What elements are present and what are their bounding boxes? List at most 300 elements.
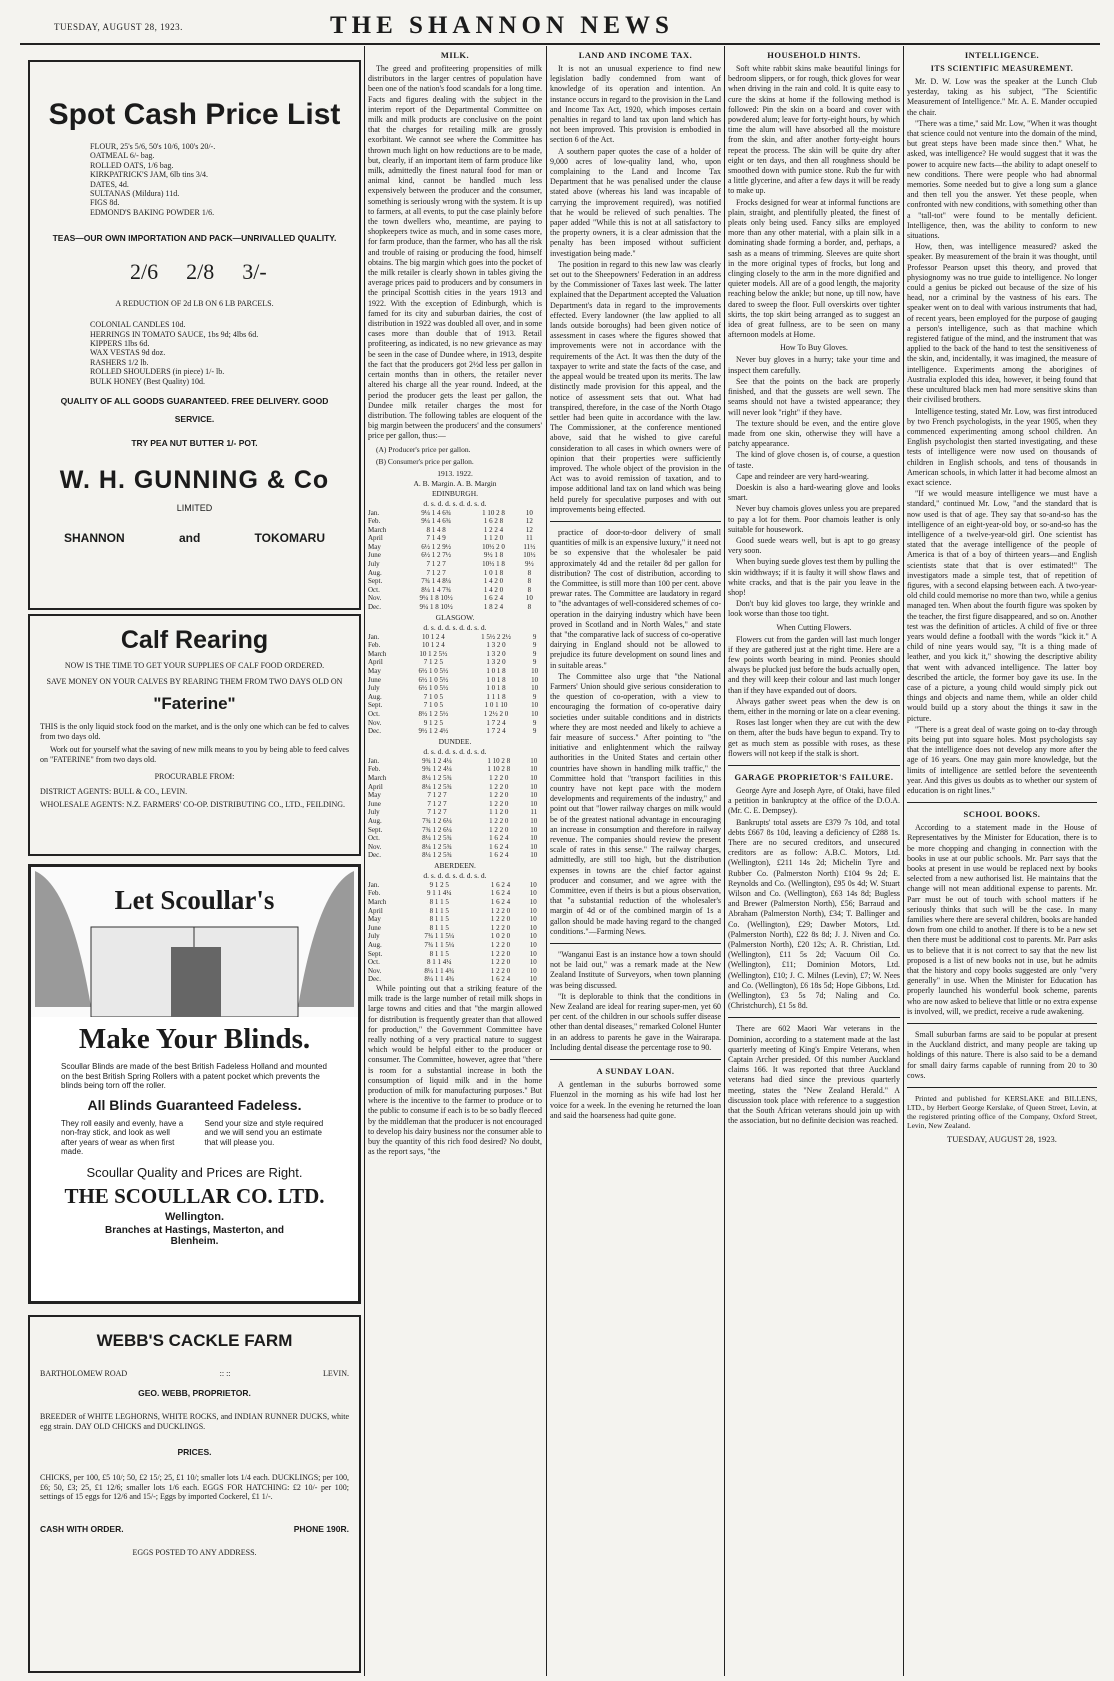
footer-date: TUESDAY, AUGUST 28, 1923.	[947, 1134, 1057, 1145]
table-cell: 10	[530, 791, 538, 800]
table-row	[368, 967, 542, 976]
table-cell: 10	[529, 906, 537, 915]
table-cell: May	[368, 915, 381, 924]
milk-heading: MILK.	[440, 50, 470, 60]
table-cell: 7 1 2 7	[427, 799, 447, 808]
table-row	[368, 950, 542, 959]
price-list-item: ROLLED SHOULDERS (in piece) 1/- lb.	[90, 367, 225, 377]
proprietor: GEO. WEBB, PROPRIETOR.	[138, 1388, 251, 1398]
price-list-item: ROLLED OATS, 1/6 bag.	[90, 160, 174, 170]
ad-webb-body: BREEDER of WHITE LEGHORNS, WHITE ROCKS, and INDIAN RUNNER DUCKS, white egg strain. DAY OLD CHICKS and DUCKLINGS.	[40, 1412, 349, 1431]
table-cell: April	[368, 534, 383, 543]
table-cell: 9½ 1 2 4½	[418, 727, 449, 736]
product-name: "Faterine"	[153, 694, 236, 713]
table-cell: 7 1 4 9	[426, 534, 446, 543]
procurable: PROCURABLE FROM:	[154, 772, 235, 781]
table-cell: Feb.	[368, 889, 381, 898]
intelligence-body	[907, 77, 1097, 796]
table-row	[368, 791, 542, 800]
ad-webb	[28, 1315, 361, 1673]
header-rule	[20, 43, 1100, 45]
table-cell: 1 2 2 0	[490, 966, 511, 975]
table-city: ABERDEEN.	[434, 860, 476, 870]
table-cell: 8½ 1 2 5½	[418, 709, 449, 718]
table-cell: Sept.	[368, 949, 383, 958]
table-cell: July	[368, 684, 380, 693]
price-table	[368, 757, 542, 860]
household-paragraph: Soft white rabbit skins make beautiful linings for bedroom slippers, or for rough, thick gloves for wear when driving in the rain and cold. It is quite easy to cure the skins at home if the following method is followed: Pin the skin on a board and cover with powdered alum; leave for forty-eight hours, by which time the alum will have absorbed all the moisture from the skin, and after another forty-eight hours repeat the process. The skin will be quite dry after eight or ten days, and then all roughness should be smoothed down with pumice stone. Rub the fur with a little glycerine, and after a few days it will be ready to make up.	[728, 64, 900, 196]
column-divider	[724, 46, 725, 1676]
table-cell: May	[368, 791, 381, 800]
table-cell: 7 1 0 5	[423, 701, 443, 710]
table-cell: 8¼ 1 2 5¾	[422, 782, 452, 791]
household-heading: HOUSEHOLD HINTS.	[767, 50, 861, 60]
company-limited: LIMITED	[176, 503, 213, 514]
table-row	[368, 586, 542, 595]
intelligence-paragraph: "There is a great deal of waste going on to-day through pits being put into square holes. Most psychologists say that the intelligence does not develop any more after the age of 16 years. One may gain more knowledge, but the limits of intelligence are settled before the seventeenth year. And this gives us doubts as to whether our system of education is on right lines."	[907, 724, 1097, 796]
table-cell: 8¼ 1 4 7¾	[421, 585, 451, 594]
garage-paragraph: George Ayre and Joseph Ayre, of Otaki, have filed a petition in bankruptcy at the office of the D.O.A. (Mr. C. E. Dempsey).	[728, 786, 900, 816]
table-row	[368, 701, 542, 710]
table-cell: 10	[531, 667, 539, 676]
milk-continuation: The Committee also urge that "the National Farmers' Union should give serious consideration to the question of co-operation, with a view to encouraging the formation of co-operative dairy societies under suitable conditions and in districts where they are most needed and likely to achieve a fair measure of success." After pointing to "the initiative and enlightenment which the railway authorities in the United States and certain other countries have shown in handling milk traffic," the Committee hold that "transport facilities in this country have not kept pace with the modern developments and requirements of the industry," and point out that "lower railway charges on milk would be of the greatest national advantage in encouraging an increase in consumption and therefore in railway revenue. The companies should review the present scale of rates in this sense." The railway charges, admittedly, are still too high, but the distribution expenses in towns are the chief factor against producer and consumer, and we agree with the Committee, even if theirs is but a pious observation, that "a substantial reduction of the wholesaler's margin of 4d or of the combined margin of 1s a gallon should be made having regard to the changed conditions."—Farming News.	[550, 671, 721, 936]
table-cell: 1 5½ 2 2½	[481, 632, 511, 641]
table-cell: 9	[532, 649, 537, 658]
table-cell: June	[368, 551, 381, 560]
table-cell: 7 1 2 7	[427, 808, 447, 817]
table-cell: March	[368, 773, 387, 782]
table-cell: 8	[527, 603, 532, 612]
cash-with-order: CASH WITH ORDER.	[40, 1523, 124, 1534]
price-table	[368, 633, 542, 736]
table-city: DUNDEE.	[438, 736, 472, 746]
table-cell: May	[368, 542, 381, 551]
table-cell: 1 6 2 8	[483, 517, 504, 526]
section-rule	[728, 765, 900, 766]
ad-scoullar-right: Send your size and style required and we will send you an estimate that will please you.	[204, 1118, 324, 1147]
table-cell: 7¾ 1 1 5¼	[424, 932, 455, 941]
table-cell: 1 8 2 4	[483, 603, 504, 612]
table-cell: Oct.	[368, 958, 380, 967]
table-cell: March	[368, 898, 387, 907]
ad-calf-line: NOW IS THE TIME TO GET YOUR SUPPLIES OF CALF FOOD ORDERED.	[64, 661, 325, 670]
table-cell: 1 2 2 0	[490, 958, 511, 967]
table-row	[368, 808, 542, 817]
land-tax-paragraph: A southern paper quotes the case of a holder of 9,000 acres of low-quality land, who, upon complaining to the Land and Income Tax Department that he was penalised under the clause stated above (whereas his land was incapable of carrying the improvement required), was notified that he would be relieved of such penalties. The paper added "While this is not at all satisfactory to the property owners, it is a clear admission that the penalty has been imposed without sufficient investigation being made."	[550, 146, 721, 258]
table-cell: 1 2 2 0	[489, 791, 509, 800]
gloves-paragraph: The texture should be even, and the entire glove made from one skin, otherwise they will have a patchy appearance.	[728, 418, 900, 449]
table-row	[368, 958, 542, 967]
table-cell: 10	[530, 773, 538, 782]
table-cell: 1 10 2 8	[487, 756, 511, 765]
table-units: d. s. d. d. s. d. d. s. d.	[423, 746, 487, 756]
table-cell: 1 0 1 8	[486, 684, 506, 693]
table-cell: 10	[529, 966, 537, 975]
table-cell: July	[368, 560, 380, 569]
table-cell: 1 2 2 0	[490, 915, 511, 924]
table-cell: 6½ 1 0 5½	[418, 667, 449, 676]
table-row	[368, 783, 542, 792]
section-rule	[907, 1023, 1097, 1024]
table-cell: Sept.	[368, 577, 383, 586]
table-cell: 8¼ 1 2 5¾	[422, 773, 452, 782]
table-row	[368, 667, 542, 676]
column-milk	[368, 48, 542, 1676]
table-cell: 10	[531, 684, 539, 693]
table-cell: June	[368, 799, 381, 808]
table-cell: Nov.	[368, 966, 382, 975]
table-row	[368, 800, 542, 809]
intelligence-heading: INTELLIGENCE.	[964, 50, 1040, 60]
table-cell: 10	[530, 765, 538, 774]
table-row	[368, 975, 542, 984]
gloves-paragraph: Never buy gloves in a hurry; take your time and inspect them carefully.	[728, 355, 900, 375]
table-cell: 1 6 2 4	[489, 842, 509, 851]
table-cell: May	[368, 667, 381, 676]
gloves-paragraph: Never buy chamois gloves unless you are prepared to pay a lot for them. Poor chamois leather is only suitable for housework.	[728, 504, 900, 534]
table-row	[368, 517, 542, 526]
table-cell: 9¼ 1 4 6¾	[421, 508, 451, 517]
price-list	[90, 142, 345, 217]
road: BARTHOLOMEW ROAD	[40, 1369, 128, 1378]
table-cell: Aug.	[368, 816, 382, 825]
table-cell: 1 3 2 0	[486, 649, 506, 658]
price-list-item: BULK HONEY (Best Quality) 10d.	[90, 376, 206, 386]
table-cell: 1 2 2 0	[489, 782, 509, 791]
table-row	[368, 774, 542, 783]
column-land-tax	[550, 48, 721, 1676]
table-cell: 1 2 2 0	[489, 773, 509, 782]
ad-webb-title: WEBB'S CACKLE FARM	[96, 1331, 293, 1350]
price-list-2	[90, 320, 290, 386]
table-cell: 9½ 1 8	[483, 551, 504, 560]
table-cell: 6½ 1 0 5½	[418, 684, 449, 693]
table-cell: 9¼ 1 8 10½	[419, 603, 453, 612]
table-cell: 10	[530, 782, 538, 791]
table-cell: 7¾ 1 4 8¼	[421, 577, 451, 586]
table-cell: 1 4 2 0	[483, 577, 504, 586]
table-cell: 1 2 2 0	[489, 825, 509, 834]
district-agents: DISTRICT AGENTS: BULL & CO., LEVIN.	[40, 787, 188, 796]
table-cell: 8¼ 1 2 5¾	[422, 842, 452, 851]
tea-line: TEAS—OUR OWN IMPORTATION AND PACK—UNRIVALLED QUALITY.	[52, 233, 337, 244]
table-cell: Nov.	[368, 594, 382, 603]
table-cell: 1 6 2 4	[483, 594, 504, 603]
section-rule	[907, 1087, 1097, 1088]
table-cell: 1 2 2 0	[490, 923, 511, 932]
table-row	[368, 509, 542, 518]
price-list-item: OATMEAL 6/- bag.	[90, 151, 155, 161]
guarantee: All Blinds Guaranteed Fadeless.	[87, 1096, 302, 1113]
intelligence-paragraph: "If we would measure intelligence we must have a standard," continued Mr. Low, "and the standard that is now used is that of age. They say that so-and-so has the intelligence of an eight-year-old boy, or so-and-so has the intelligence of a twelve-year-old girl. One scientist has stated that the average intelligence of the people of America is that of a boy of thirteen years—and English scientists state that that is over estimated!" The investigators made a simple test, that of repetition of figures, with a second elapsing between each. A two-year-old child could memorise no more than two, while a genius managed ten. When about the fourth figure was spoken by the teacher, the first figure disappeared, and so on. Another test was the definition of articles. A child of five or three years would define a football with the words "kick it." A child of nine years would say, "It is a thing made of leather, and you kick it," showing the descriptive ability that went with advanced intelligence. The latter boy described the article, the former boy gave its use. In the case of a picture, a young child would simply pick out things and objects and name them, while an older child would build up a story about the things it saw in the picture.	[907, 489, 1097, 723]
table-cell: 8	[527, 577, 532, 586]
table-units: d. s. d. d. s. d. d. s. d.	[423, 622, 487, 632]
table-cell: Aug.	[368, 568, 382, 577]
prices-head: PRICES.	[177, 1447, 212, 1458]
table-cell: Aug.	[368, 941, 382, 950]
table-cell: 9 1 1 4¼	[426, 889, 452, 898]
table-row	[368, 881, 542, 890]
table-cell: Feb.	[368, 641, 381, 650]
table-row	[368, 543, 542, 552]
table-cell: Oct.	[368, 834, 380, 843]
wanganui-note: "Wanganui East is an instance how a town should not be laid out," was a remark made at the New Zealand Institute of Surveyors, when town planning was being discussed.	[550, 950, 721, 990]
table-cell: Dec.	[368, 851, 382, 860]
table-row	[368, 534, 542, 543]
sunday-loan-paragraph: A gentleman in the suburbs borrowed some Fluenzol in the morning as his wife had lost her voice for a week. In the evening he returned the loan and said the hoarseness had quite gone.	[550, 1080, 721, 1120]
table-cell: 1 0 2 0	[490, 932, 511, 941]
table-cell: 8 1 1 5	[429, 915, 449, 924]
ad-webb-address	[40, 1369, 349, 1378]
company-name: W. H. GUNNING & Co	[59, 466, 330, 495]
table-row	[368, 658, 542, 667]
land-tax-paragraph: It is not an unusual experience to find new legislation badly condemned from want of knowledge of its operation and intention. An instance occurs in regard to the provision in the Land and Income Tax Act, 1920, which imposes certain penalties in regard to land tax upon land which has not been improved. This provision is embodied in section 6 of the Act.	[550, 64, 721, 145]
table-cell: Dec.	[368, 727, 382, 736]
flowers-paragraph: Always gather sweet peas when the dew is on them, either in the morning or late on a clear evening.	[728, 696, 900, 716]
table-cell: 10	[529, 975, 537, 984]
table-row	[368, 932, 542, 941]
masthead: THE SHANNON NEWS	[330, 12, 674, 39]
milk-legend-a: (A) Producer's price per gallon.	[376, 444, 471, 454]
milk-price-tables	[368, 489, 542, 985]
price-list-item: COLONIAL CANDLES 10d.	[90, 320, 186, 330]
tea-price: 3/-	[242, 259, 267, 285]
wholesale-agents: WHOLESALE AGENTS: N.Z. FARMERS' CO-OP. DISTRIBUTING CO., LTD., FEILDING.	[40, 800, 345, 809]
table-cell: 1 1 2 0	[483, 534, 504, 543]
ad-scoullar-left: They roll easily and evenly, have a non-fray stick, and look as well after years of wear as when first made.	[61, 1118, 184, 1157]
table-cell: 9 1 2 5	[423, 718, 443, 727]
table-cell: Oct.	[368, 709, 380, 718]
table-cell: 8 1 4 8	[426, 525, 446, 534]
ad-scoullar-title: Let Scoullar's	[114, 885, 275, 915]
intelligence-paragraph: Mr. D. W. Low was the speaker at the Lunch Club yesterday, taking as his subject, "The Scientific Measurement of Intelligence." Mr. A. E. Mander occupied the chair.	[907, 77, 1097, 117]
table-cell: 1 2 2 0	[489, 799, 509, 808]
table-cell: 9	[532, 718, 537, 727]
maori-veterans-paragraph: There are 602 Maori War veterans in the Dominion, according to a statement made at the last quarterly meeting of King's Empire Veterans, when Captain Archer presided. Of this number Auckland claims 166. It was reported that three Auckland veterans had died since the previous quarterly meeting, states the "New Zealand Herald." A discussion took place with reference to a suggestion that the South African veterans should join up with the association, but no definite decision was reached.	[728, 1024, 900, 1126]
ad-calf-body: THIS is the only liquid stock food on the market, and is the only one which can be fed to calves from two days old.	[40, 722, 349, 741]
table-cell: 7¾ 1 2 6¼	[422, 816, 452, 825]
table-row	[368, 693, 542, 702]
table-row	[368, 851, 542, 860]
table-cell: 10	[529, 958, 537, 967]
price-list-item: FLOUR, 25's 5/6, 50's 10/6, 100's 20/-.	[90, 142, 216, 151]
table-row	[368, 757, 542, 766]
garage-paragraph: Bankrupts' total assets are £379 7s 10d, and total debts £667 8s 10d, leaving a deficiency of £288 1s. There are no secured creditors, and unsecured creditors are as follow: A.B.C. Motors, Ltd. (Wellington), £211 14s 2d; Michelin Tyre and Rubber Co. (Palmerston North) £104 9s 2d; E. Reynolds and Co. (Wellington), £95 0s 4d; W. Stuart Wilson and Co. (Wellington), £63 14s 8d; Bugless and Brewer (Palmerston North), £56; Barraud and Abraham (Palmerston North), £34; T. Ballinger and Co. (Wellington), £29; Dawber Motors, Ltd. (Palmerston North), £22 8s 8d; J. J. Niven and Co. (Palmerston North), £20 12s; A. R. Christian, Ltd. (Wellington), £11 5s 2d; Vacuum Oil Co. (Wellington), £11; Dominion Motors, Ltd. (Wellington), £10; J. C. Milnes (Levin), £7; W. Nees and Co. (Wellington), £6 18s 5d; Hope Gibbons, Ltd. (Wellington), £3 5s 7d; Naling and Co. (Christchurch), £1 5s 8d.	[728, 817, 900, 1011]
table-cell: 10	[530, 834, 538, 843]
gloves-paragraph: See that the points on the back are properly finished, and that the gussets are well sewn. The seams should not have a twisted appearance; they will never look "right" if they have.	[728, 376, 900, 417]
table-cell: June	[368, 923, 381, 932]
flowers-paragraph: Roses last longer when they are cut with the dew on them, after the buds have begun to expand. Try to get as much stem as possible with roses, as these flowers will not keep if the stalk is short.	[728, 718, 900, 758]
column-household	[728, 48, 900, 1676]
table-cell: 8 1 1 4¼	[426, 958, 452, 967]
flowers-paragraph: Flowers cut from the garden will last much longer if they are gathered just at the right time. Here are a few points worth bearing in mind. Peonies should always be plucked just before the buds actually open, and they will keep their colour and last much longer than if they have expanded out of doors.	[728, 634, 900, 695]
table-cell: 10	[530, 756, 538, 765]
gloves-heading: How To Buy Gloves.	[780, 343, 848, 353]
table-row	[368, 834, 542, 843]
town: LEVIN.	[322, 1369, 349, 1378]
price-list-item: WAX VESTAS 9d doz.	[90, 348, 166, 358]
table-cell: 7 1 2 7	[427, 791, 447, 800]
table-cell: 10	[529, 932, 537, 941]
table-cell: 10	[530, 799, 538, 808]
land-tax-heading: LAND AND INCOME TAX.	[578, 50, 693, 60]
table-cell: 10½	[523, 551, 536, 560]
price-table	[368, 881, 542, 984]
school-books-heading: SCHOOL BOOKS.	[963, 809, 1041, 820]
table-row	[368, 941, 542, 950]
table-cell: 1 3 2 0	[486, 658, 506, 667]
tea-price: 2/8	[186, 259, 215, 285]
gloves-paragraph: Doeskin is also a hard-wearing glove and looks smart.	[728, 482, 900, 503]
table-cell: 7 1 2 7	[426, 568, 446, 577]
price-list-item: KIPPERS 1lbs 6d.	[90, 339, 150, 349]
table-cell: 9	[532, 641, 537, 650]
table-cell: 10	[529, 915, 537, 924]
table-cell: Oct.	[368, 585, 380, 594]
table-cell: 1 6 2 4	[490, 880, 511, 889]
table-cell: 10	[529, 898, 537, 907]
ad-scoullar-city: Wellington.	[164, 1210, 225, 1223]
milk-cols: A. B. Margin. A. B. Margin	[413, 478, 497, 488]
table-row	[368, 676, 542, 685]
intelligence-paragraph: Intelligence testing, stated Mr. Low, was first introduced by two French psychologists, in the year 1905, when they commenced experimenting among school children. An English psychologist then started investigating, and these tests of intelligence were now used on thousands of children in English schools, and tens of thousands in American schools, in which latter it had become almost an exact science.	[907, 406, 1097, 487]
table-cell: 9½	[525, 560, 534, 569]
table-cell: Nov.	[368, 842, 382, 851]
ad-calf-rearing	[28, 614, 361, 856]
table-cell: 1 2 2 0	[490, 949, 511, 958]
sunday-loan-heading: A SUNDAY LOAN.	[596, 1066, 675, 1077]
table-cell: 1 0 1 10	[484, 701, 508, 710]
column-divider	[364, 46, 365, 1676]
table-cell: 10	[525, 594, 533, 603]
phone: PHONE 190R.	[293, 1523, 349, 1534]
table-cell: 7¾ 1 2 6¼	[422, 825, 452, 834]
table-cell: 10	[529, 880, 537, 889]
peanut-line: TRY PEA NUT BUTTER 1/- POT.	[131, 438, 258, 449]
table-cell: 11	[526, 534, 533, 543]
town: TOKOMARU	[254, 531, 325, 546]
tea-price: 2/6	[130, 259, 159, 285]
table-row	[368, 889, 542, 898]
milk-paragraph: While pointing out that a striking feature of the milk trade is the large number of retail milk shops in large towns and cities and that "the margin allowed for distribution is frequently greater than that allowed for production," the Government Committee have really nothing of a very practical nature to suggest which would be helpful either to the producer or consumer. The Committee, however, agree that "there is room for a substantial increase in both the consumption of liquid milk and in the home production of milk for manufacturing purposes." But where is the incentive to the farmer to produce or to the public to consume if each is to be so badly fleeced by the middleman that the producer is not encouraged to develop his dairy business nor the consumer able to buy the quantity of this rich food desired? No doubt, as the report says, "the	[368, 984, 542, 1157]
table-city: GLASGOW.	[435, 612, 475, 622]
column-divider	[903, 46, 904, 1676]
table-cell: 1 2 2 0	[490, 906, 511, 915]
table-cell: 11½	[523, 542, 536, 551]
table-cell: 1 6 2 4	[490, 975, 511, 984]
table-row	[368, 526, 542, 535]
table-cell: 8¼ 1 2 5¾	[422, 851, 452, 860]
land-tax-paragraph: The position in regard to this new law was clearly set out to the Sheepowners' Federation in an address by the Commissioner of Taxes last week. The latter explained that the Department accepted the Valuation Department's data in regard to the improvements effected. Every landowner (the law applied to all lands outside boroughs) had been given notice of assessment in cases where the figures showed that improvements were not in accordance with the requirements of the Act. It was then the duty of the taxpayer to write and state the facts of the case, and the appeal would be treated upon its merits. The law distinctly made provision for this appeal, and the notice of assessment sets that out. What had transpired, therefore, in the case of the North Otago settler had been quite in accordance with the law. The Commissioner, at the conference mentioned above, said that he wished to give careful consideration to all cases in which owners were of opinion that their properties were sufficiently improved. The whole object of the provision in the Act was to avoid remission of taxation, and to impose additional land tax on land which was being held purely for speculative purposes and with out improvements being effected.	[550, 259, 721, 514]
price-list-item: DATES, 4d.	[90, 179, 129, 189]
table-cell: 1 3 2 0	[486, 641, 506, 650]
column-divider	[546, 46, 547, 1676]
column-intelligence	[907, 48, 1097, 1676]
hunter-note: "It is deplorable to think that the conditions in New Zealand are ideal for rearing super-men, yet 60 per cent. of the children in our schools suffer disease other than dental diseases," remarked Colonel Hunter in an address to parents he gave in the Wairarapa. Including dental disease the percentage rose to 90.	[550, 991, 721, 1052]
table-cell: 7¾ 1 1 5¼	[424, 941, 455, 950]
table-row	[368, 817, 542, 826]
ad-gunning	[28, 60, 361, 610]
table-cell: 10½ 1 8	[482, 560, 505, 569]
table-cell: 12	[525, 517, 533, 526]
flowers-heading: When Cutting Flowers.	[776, 622, 852, 632]
table-row	[368, 765, 542, 774]
table-cell: Jan.	[368, 880, 380, 889]
table-cell: 10	[531, 709, 539, 718]
town-and: and	[178, 531, 201, 546]
table-row	[368, 650, 542, 659]
table-cell: 9	[532, 692, 537, 701]
table-row	[368, 710, 542, 719]
table-cell: Sept.	[368, 825, 383, 834]
imprint: Printed and published for KERSLAKE and BILLENS, LTD., by Herbert George Kerslake, of Queen Street, Levin, at the registered printing office of the Company, Oxford Street, Levin, New Zealand.	[907, 1094, 1097, 1131]
table-row	[368, 641, 542, 650]
table-cell: 1 1 1 8	[486, 692, 506, 701]
intelligence-paragraph: How, then, was intelligence measured? asked the speaker. By measurement of the brain it was thought, until Professor Pearson upset this theory, and proved that physiognomy was no true guide to intelligence. No longer could a genius be picked out because of the size of his head, nor a criminal by the vastness of his ears. The speaker went on to deal with various instruments that had, of recent years, been employed for the purpose of gauging a person's intelligence, such as that machine which registered fatigue of the mind, and the instrument that was applied to the back of the hand to test the sensitiveness of the skin, and, incidentally, it was imagined, the measure of intelligence. Experiments among the aborigines of Australia exploded this idea, however, it being found that these uncultured black men had more sensitive skins than their civilised brothers.	[907, 242, 1097, 405]
table-cell: April	[368, 906, 383, 915]
section-rule	[728, 1017, 900, 1018]
table-row	[368, 907, 542, 916]
table-cell: Nov.	[368, 718, 382, 727]
table-cell: Dec.	[368, 975, 382, 984]
table-cell: 8¼ 1 2 5¾	[422, 834, 452, 843]
table-cell: 6½ 1 2 7½	[421, 551, 451, 560]
table-cell: 1 2 2 0	[490, 941, 511, 950]
table-cell: 8¼ 1 1 4¾	[424, 966, 455, 975]
table-row	[368, 684, 542, 693]
ad-gunning-title: Spot Cash Price List	[48, 98, 341, 131]
eggs-posted: EGGS POSTED TO ANY ADDRESS.	[132, 1547, 257, 1557]
ad-calf-title: Calf Rearing	[120, 626, 269, 654]
table-cell: 9¼ 1 4 6¾	[421, 517, 451, 526]
ad-webb-prices: CHICKS, per 100, £5 10/; 50, £2 15/; 25, £1 10/; smaller lots 1/4 each. DUCKLINGS; per 100, £6; 50, £3; 25, £1 12/6; smaller lots 1/6 each. EGGS FOR HATCHING: £2 10/- per 100; settings of 15 eggs for 12/6 and 15/-; Eggs by imported Cockerel, £1 1/-.	[40, 1473, 349, 1502]
quality-line: QUALITY OF ALL GOODS GUARANTEED. FREE DELIVERY. GOOD SERVICE.	[60, 396, 329, 425]
table-cell: 10	[529, 889, 537, 898]
town: SHANNON	[64, 531, 125, 546]
table-cell: Jan.	[368, 632, 380, 641]
table-row	[368, 843, 542, 852]
table-cell: 7 1 2 5	[423, 658, 443, 667]
table-cell: 10	[529, 949, 537, 958]
price-list-item: RASHERS 1/2 lb.	[90, 357, 149, 367]
gloves-paragraph: Don't buy kid gloves too large, they wrinkle and look worse than those too tight.	[728, 599, 900, 619]
ad-scoullar-body: Scoullar Blinds are made of the best British Fadeless Holland and mounted on the best British Spring Rollers with a patent pocket which prevents the blinds being torn off the roller.	[61, 1062, 327, 1091]
table-cell: 8	[527, 568, 532, 577]
milk-paragraph: The greed and profiteering propensities of milk distributors in the larger centres of population have been one of the nation's food scandals for a long time. Facts and figures dealing with the subject in the interim report of the Departmental Committee on milk and milk products are conclusive on the point that the charges for retailing milk are grossly exorbitant. We cannot see where the Committee has thrown much light on how reductions are to be made, but, clearly, if an important item of farm produce like milk, admittedly the finest natural food for man or animal kind, cannot be handled much less expensively between the producer and the consumer, something is seriously wrong with the system. It is up to farmers, at all events, to put the case plainly before the town dwellers who, meantime, are paying to shopkeepers twice as much, and in some cases more, for farm produce, than the farmer, who has all the risk and trouble of raising or producing the food, himself obtains. The big margin which goes into the pocket of the milk retailer is clearly shown in tables giving the average prices paid to producers and by consumers in the principal Scottish cities in the years 1913 and 1922. With the exception of Edinburgh, which is famed for its city and suburban dairies, the cost of distribution in 1922 was doubled all over, and in some cases more than double that of 1913. Retail profiteering, as indicated, is no new grievance as may be seen in the case of Dundee where, in 1913, despite the fact that the producers got 2½d less per gallon in certain months than in others, the retailer never altered his charge all the year round. Indeed, at the period the producer gets the least per gallon, the Dundee milk retailer charges the most for distribution. The following tables are eloquent of the big margin between the producers' and the consumers' price per gallon, thus:—	[368, 64, 542, 441]
table-cell: 8 1 1 5	[429, 923, 449, 932]
section-rule	[550, 521, 721, 522]
table-cell: Jan.	[368, 508, 380, 517]
table-row	[368, 569, 542, 578]
table-cell: 10	[525, 508, 533, 517]
price-list-item: FIGS 8d.	[90, 198, 120, 208]
separator: :: ::	[219, 1369, 231, 1378]
table-cell: 1 7 2 4	[486, 727, 506, 736]
gloves-paragraph: Good suede wears well, but is apt to go greasy very soon.	[728, 535, 900, 556]
table-row	[368, 719, 542, 728]
table-cell: 1 0 1 8	[483, 568, 504, 577]
table-cell: 10	[531, 675, 539, 684]
price-table	[368, 509, 542, 612]
table-cell: 10	[529, 923, 537, 932]
ad-scoullar-branches: Branches at Hastings, Masterton, and Blenheim.	[105, 1224, 284, 1247]
table-row	[368, 915, 542, 924]
table-row	[368, 924, 542, 933]
section-rule	[550, 943, 721, 944]
table-cell: 1 6 2 4	[489, 851, 509, 860]
flowers-list	[728, 635, 900, 759]
table-cell: 6½ 1 2 9½	[421, 542, 451, 551]
